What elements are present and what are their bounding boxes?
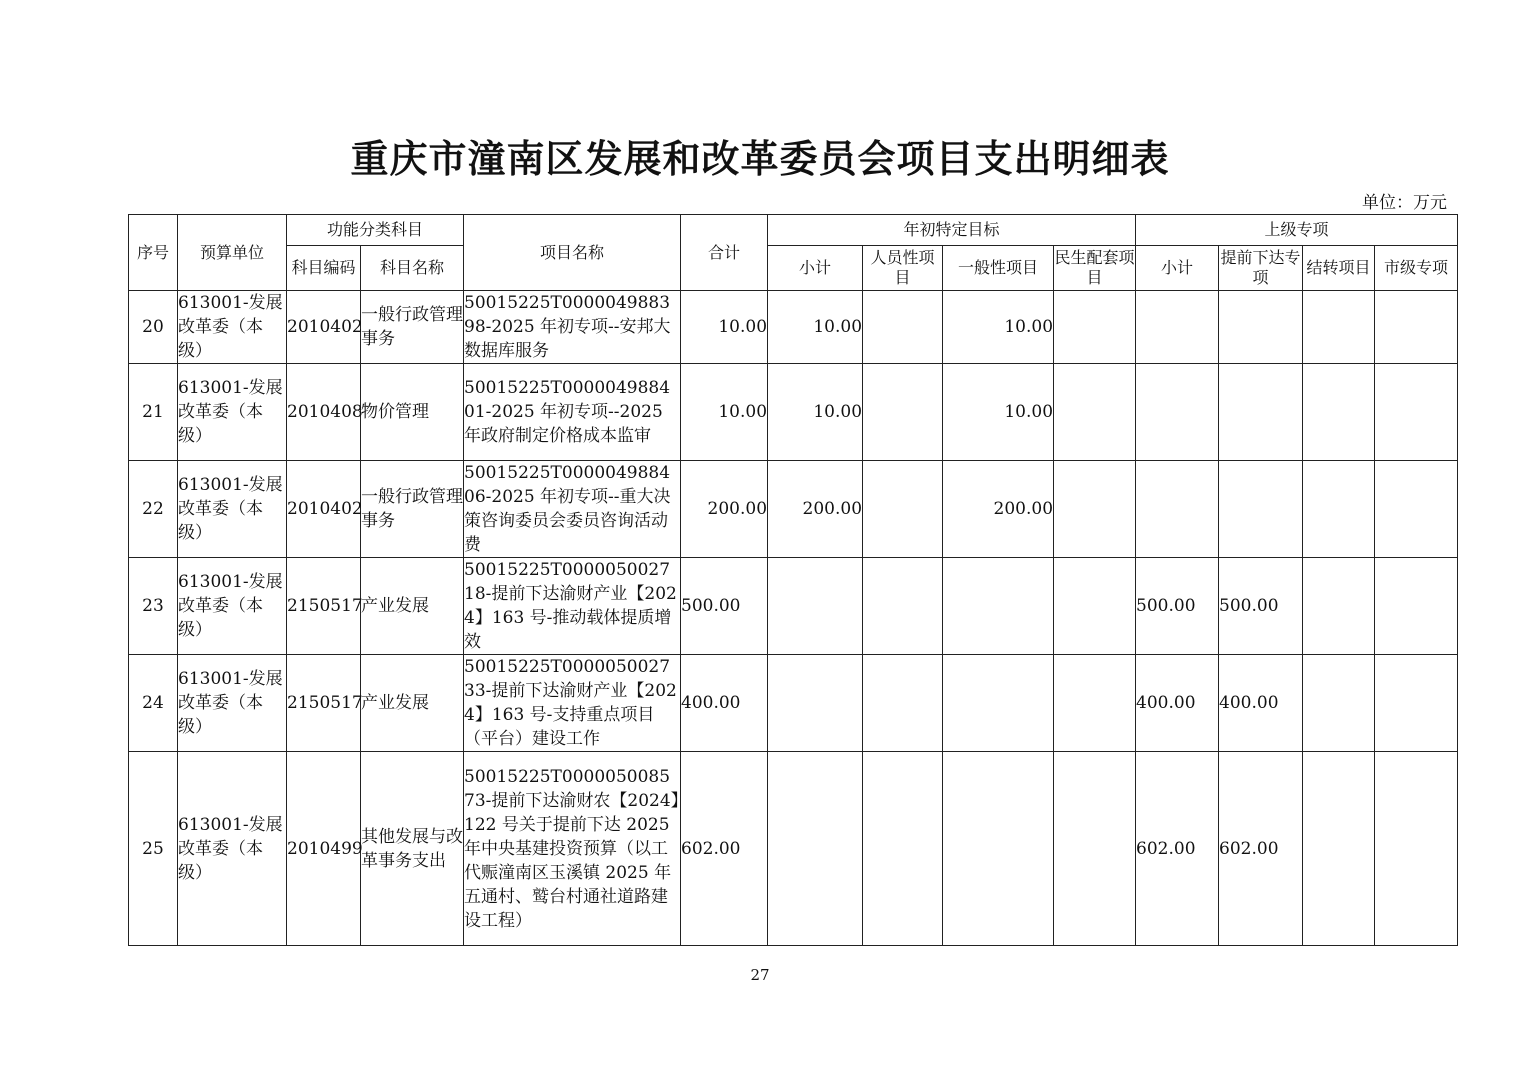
- cell-subject: 产业发展: [361, 655, 464, 752]
- cell-target-personnel: [863, 752, 943, 946]
- cell-upper-city: [1375, 291, 1458, 364]
- cell-target-subtotal: 10.00: [768, 291, 863, 364]
- page-title: 重庆市潼南区发展和改革委员会项目支出明细表: [350, 136, 1170, 181]
- cell-upper-city: [1375, 461, 1458, 558]
- cell-total: 500.00: [681, 558, 768, 655]
- table-row: [129, 558, 1458, 655]
- cell-target-general: [943, 558, 1054, 655]
- cell-subject: 一般行政管理事务: [361, 291, 464, 364]
- cell-upper-carry: [1303, 291, 1375, 364]
- cell-code: 2010402: [287, 461, 361, 558]
- cell-upper-subtotal: 500.00: [1136, 558, 1219, 655]
- cell-upper-carry: [1303, 461, 1375, 558]
- cell-unit: 613001-发展改革委（本级）: [178, 752, 287, 946]
- cell-upper-carry: [1303, 558, 1375, 655]
- cell-upper-carry: [1303, 364, 1375, 461]
- cell-upper-carry: [1303, 655, 1375, 752]
- cell-target-general: [943, 655, 1054, 752]
- cell-target-personnel: [863, 461, 943, 558]
- cell-upper-city: [1375, 364, 1458, 461]
- cell-target-personnel: [863, 558, 943, 655]
- cell-target-subtotal: [768, 655, 863, 752]
- cell-total: 602.00: [681, 752, 768, 946]
- header-seq: 序号: [129, 215, 178, 291]
- cell-unit: 613001-发展改革委（本级）: [178, 291, 287, 364]
- cell-target-livelihood: [1054, 364, 1136, 461]
- header-subject-name: 科目名称: [361, 246, 464, 291]
- header-target-livelihood: 民生配套项目: [1054, 246, 1136, 291]
- table-row: [129, 461, 1458, 558]
- cell-seq: 24: [129, 655, 178, 752]
- cell-target-subtotal: [768, 558, 863, 655]
- cell-seq: 23: [129, 558, 178, 655]
- cell-upper-subtotal: 400.00: [1136, 655, 1219, 752]
- cell-project: 50015225T000004988398-2025 年初专项--安邦大数据库服务: [464, 291, 681, 364]
- cell-upper-advance: [1219, 364, 1303, 461]
- header-upper-city: 市级专项: [1375, 246, 1458, 291]
- cell-project: 50015225T000005002733-提前下达渝财产业【2024】163 号-支持重点项目（平台）建设工作: [464, 655, 681, 752]
- cell-project: 50015225T000005002718-提前下达渝财产业【2024】163 号-推动载体提质增效: [464, 558, 681, 655]
- table-row: [129, 655, 1458, 752]
- cell-target-personnel: [863, 291, 943, 364]
- cell-unit: 613001-发展改革委（本级）: [178, 461, 287, 558]
- header-upper-subtotal: 小计: [1136, 246, 1219, 291]
- table-header: [129, 215, 1458, 291]
- cell-project: 50015225T000005008573-提前下达渝财农【2024】122 号关于提前下达 2025 年中央基建投资预算（以工代赈潼南区玉溪镇 2025 年五通村、鹫台村通社道路建设工程）: [464, 752, 681, 946]
- cell-seq: 20: [129, 291, 178, 364]
- cell-code: 2150517: [287, 558, 361, 655]
- cell-upper-subtotal: [1136, 291, 1219, 364]
- header-target-group: 年初特定目标: [768, 215, 1136, 246]
- cell-target-general: 10.00: [943, 291, 1054, 364]
- cell-subject: 物价管理: [361, 364, 464, 461]
- cell-seq: 21: [129, 364, 178, 461]
- cell-code: 2010408: [287, 364, 361, 461]
- header-target-general: 一般性项目: [943, 246, 1054, 291]
- cell-target-livelihood: [1054, 461, 1136, 558]
- header-subject-code: 科目编码: [287, 246, 361, 291]
- cell-target-livelihood: [1054, 752, 1136, 946]
- cell-upper-advance: 400.00: [1219, 655, 1303, 752]
- table-row: [129, 364, 1458, 461]
- header-unit: 预算单位: [178, 215, 287, 291]
- cell-unit: 613001-发展改革委（本级）: [178, 558, 287, 655]
- expenditure-table: [128, 214, 1458, 946]
- cell-total: 10.00: [681, 364, 768, 461]
- cell-total: 400.00: [681, 655, 768, 752]
- table-row: [129, 752, 1458, 946]
- cell-code: 2010499: [287, 752, 361, 946]
- cell-upper-city: [1375, 752, 1458, 946]
- header-upper-group: 上级专项: [1136, 215, 1458, 246]
- cell-target-personnel: [863, 364, 943, 461]
- cell-target-general: 10.00: [943, 364, 1054, 461]
- table-row: [129, 291, 1458, 364]
- cell-target-livelihood: [1054, 291, 1136, 364]
- cell-target-livelihood: [1054, 558, 1136, 655]
- page-number: 27: [750, 966, 770, 984]
- cell-code: 2010402: [287, 291, 361, 364]
- cell-target-subtotal: 200.00: [768, 461, 863, 558]
- header-upper-carry: 结转项目: [1303, 246, 1375, 291]
- cell-seq: 22: [129, 461, 178, 558]
- header-target-personnel: 人员性项目: [863, 246, 943, 291]
- cell-upper-advance: 602.00: [1219, 752, 1303, 946]
- cell-subject: 一般行政管理事务: [361, 461, 464, 558]
- cell-target-livelihood: [1054, 655, 1136, 752]
- cell-project: 50015225T000004988401-2025 年初专项--2025 年政府制定价格成本监审: [464, 364, 681, 461]
- cell-code: 2150517: [287, 655, 361, 752]
- cell-upper-advance: [1219, 461, 1303, 558]
- cell-subject: 产业发展: [361, 558, 464, 655]
- cell-upper-carry: [1303, 752, 1375, 946]
- cell-project: 50015225T000004988406-2025 年初专项--重大决策咨询委员会委员咨询活动费: [464, 461, 681, 558]
- cell-upper-subtotal: [1136, 364, 1219, 461]
- cell-total: 10.00: [681, 291, 768, 364]
- cell-target-general: 200.00: [943, 461, 1054, 558]
- cell-upper-subtotal: 602.00: [1136, 752, 1219, 946]
- header-func-group: 功能分类科目: [287, 215, 464, 246]
- cell-upper-city: [1375, 655, 1458, 752]
- cell-upper-advance: [1219, 291, 1303, 364]
- cell-total: 200.00: [681, 461, 768, 558]
- cell-unit: 613001-发展改革委（本级）: [178, 364, 287, 461]
- cell-upper-city: [1375, 558, 1458, 655]
- cell-target-general: [943, 752, 1054, 946]
- cell-seq: 25: [129, 752, 178, 946]
- unit-label: 单位：万元: [1362, 193, 1447, 213]
- cell-target-subtotal: 10.00: [768, 364, 863, 461]
- cell-unit: 613001-发展改革委（本级）: [178, 655, 287, 752]
- cell-upper-subtotal: [1136, 461, 1219, 558]
- cell-target-personnel: [863, 655, 943, 752]
- header-total: 合计: [681, 215, 768, 291]
- cell-subject: 其他发展与改革事务支出: [361, 752, 464, 946]
- cell-target-subtotal: [768, 752, 863, 946]
- header-project: 项目名称: [464, 215, 681, 291]
- header-upper-advance: 提前下达专项: [1219, 246, 1303, 291]
- header-target-subtotal: 小计: [768, 246, 863, 291]
- cell-upper-advance: 500.00: [1219, 558, 1303, 655]
